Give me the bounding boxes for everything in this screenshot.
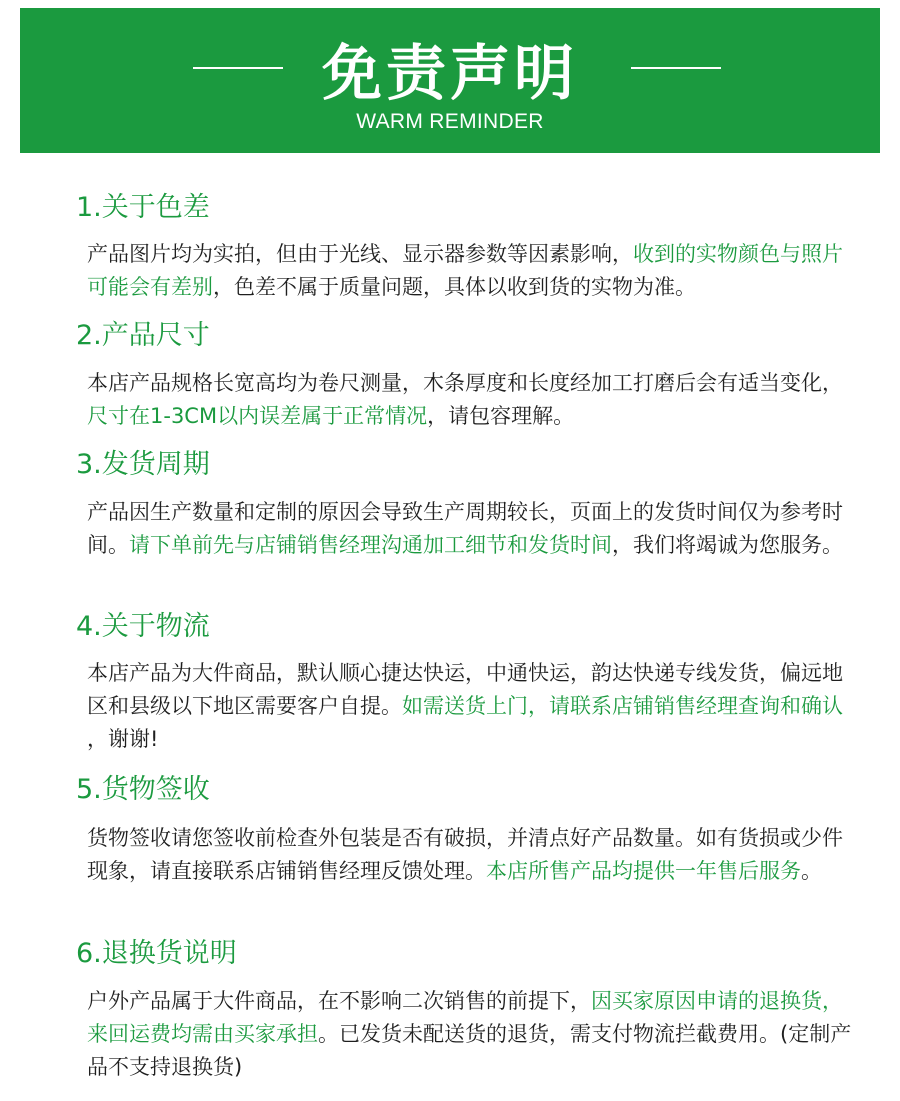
section-body-shipping-cycle <box>87 496 857 562</box>
section-heading-logistics: 4.关于物流 <box>76 611 210 642</box>
section-heading-product-size: 2.产品尺寸 <box>76 320 210 351</box>
section-body-goods-receipt <box>87 822 857 888</box>
section-text: 货物签收请您签收前检查外包装是否有破损，并清点好产品数量。如有货损或少件现象，请直接联系店铺销售经理反馈处理。 <box>87 826 843 883</box>
section-highlight: 因买家原因申请的退换货，来回运费均需由买家承担 <box>87 989 843 1046</box>
section-heading-color-difference: 1.关于色差 <box>76 192 210 223</box>
page-title: 免责声明 <box>322 39 578 109</box>
section-text: ，色差不属于质量问题，具体以收到货的实物为准。 <box>213 275 696 299</box>
section-text: ，谢谢! <box>87 727 159 751</box>
section-heading-shipping-cycle: 3.发货周期 <box>76 449 210 480</box>
section-highlight: 本店所售产品均提供一年售后服务 <box>486 859 801 883</box>
section-text: 本店产品规格长宽高均为卷尺测量，木条厚度和长度经加工打磨后会有适当变化， <box>87 371 843 395</box>
section-highlight: 尺寸在1-3CM以内误差属于正常情况 <box>87 404 428 428</box>
section-body-logistics <box>87 657 857 756</box>
section-highlight: 收到的实物颜色与照片可能会有差别 <box>87 242 843 299</box>
section-highlight: 如需送货上门，请联系店铺销售经理查询和确认 <box>402 694 843 718</box>
section-highlight: 请下单前先与店铺销售经理沟通加工细节和发货时间 <box>129 533 612 557</box>
section-text: 。 <box>801 859 822 883</box>
section-text: ，我们将竭诚为您服务。 <box>612 533 843 557</box>
page-subtitle: WARM REMINDER <box>356 110 544 133</box>
section-heading-goods-receipt: 5.货物签收 <box>76 774 210 805</box>
section-text: 产品图片均为实拍，但由于光线、显示器参数等因素影响， <box>87 242 633 266</box>
section-text: 本店产品为大件商品，默认顺心捷达快运，中通快运，韵达快递专线发货，偏远地区和县级以下地区需要客户自提。 <box>87 661 843 718</box>
section-text: 户外产品属于大件商品，在不影响二次销售的前提下， <box>87 989 591 1013</box>
section-body-product-size <box>87 367 857 433</box>
section-text: ，请包容理解。 <box>427 404 575 428</box>
section-body-returns <box>87 985 857 1084</box>
decorative-rule-right <box>631 67 721 69</box>
section-heading-returns: 6.退换货说明 <box>76 938 237 969</box>
section-body-color-difference <box>87 238 857 304</box>
section-text: 。已发货未配送货的退货，需支付物流拦截费用。(定制产品不支持退换货) <box>87 1022 852 1079</box>
header-banner <box>20 8 880 153</box>
section-text: 产品因生产数量和定制的原因会导致生产周期较长，页面上的发货时间仅为参考时间。 <box>87 500 843 557</box>
